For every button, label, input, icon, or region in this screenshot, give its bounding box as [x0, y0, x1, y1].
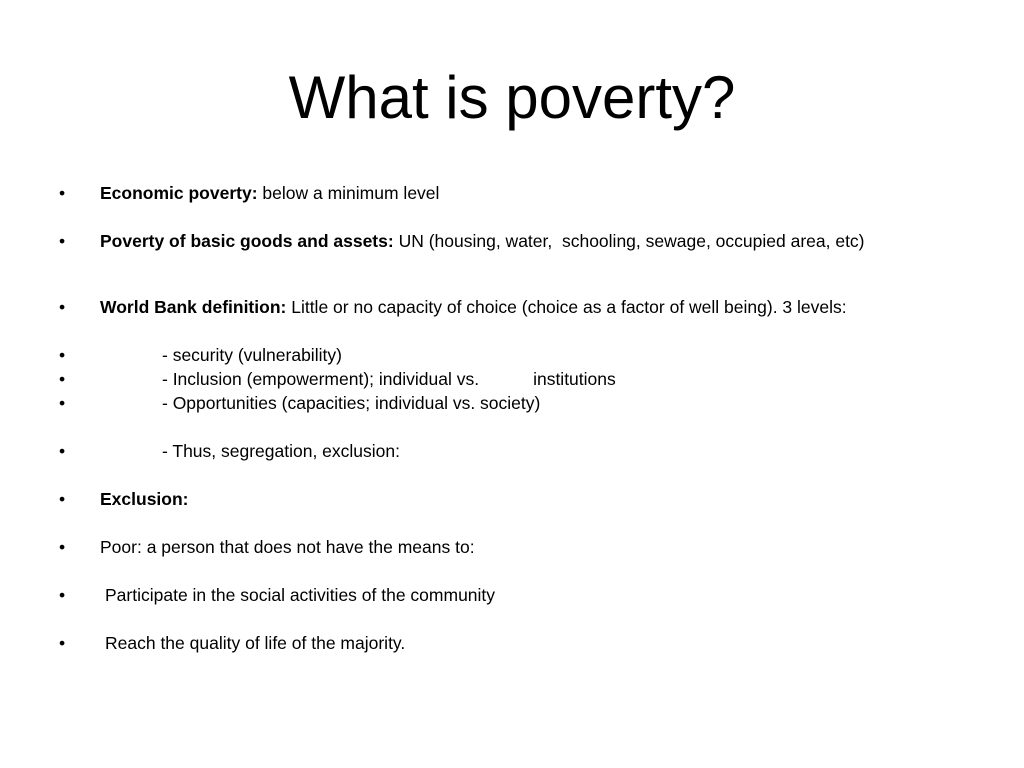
bullet-icon: •: [59, 441, 66, 461]
bullet-icon: •: [59, 183, 66, 203]
bullet-icon: •: [59, 585, 66, 605]
bullet-text: Poor: a person that does not have the means to:: [100, 537, 475, 557]
bullet-icon: •: [59, 297, 66, 317]
bullet-icon: •: [59, 633, 66, 653]
bullet-lead: Exclusion:: [100, 489, 189, 509]
bullet-icon: •: [59, 369, 66, 389]
bullet-icon: •: [59, 345, 66, 365]
bullet-body-after-tab: institutions: [533, 369, 616, 389]
bullet-text: Reach the quality of life of the majority.: [105, 633, 406, 653]
bullet-lead: Poverty of basic goods and assets:: [100, 231, 394, 251]
bullet-text: [162, 369, 982, 389]
bullet-body: below a minimum level: [257, 183, 440, 203]
bullet-icon: •: [59, 489, 66, 509]
bullet-body: UN (housing, water, schooling, sewage, occupied area, etc): [393, 231, 865, 251]
bullet-text: [100, 231, 980, 251]
bullet-text: [100, 489, 980, 509]
bullet-lead: World Bank definition:: [100, 297, 287, 317]
bullet-icon: •: [59, 537, 66, 557]
bullet-body: Little or no capacity of choice (choice as a factor of well being). 3 levels:: [286, 297, 847, 317]
bullet-text: [100, 183, 980, 203]
bullet-text: - Opportunities (capacities; individual vs. society): [162, 393, 541, 413]
bullet-text: - Thus, segregation, exclusion:: [162, 441, 401, 461]
bullet-body: - Inclusion (empowerment); individual vs.: [162, 369, 480, 389]
bullet-icon: •: [59, 393, 66, 413]
bullet-text: Participate in the social activities of the community: [105, 585, 496, 605]
bullet-lead: Economic poverty:: [100, 183, 258, 203]
bullet-text: [100, 297, 980, 317]
bullet-icon: •: [59, 231, 66, 251]
slide-title: What is poverty?: [288, 64, 736, 131]
bullet-text: - security (vulnerability): [162, 345, 342, 365]
